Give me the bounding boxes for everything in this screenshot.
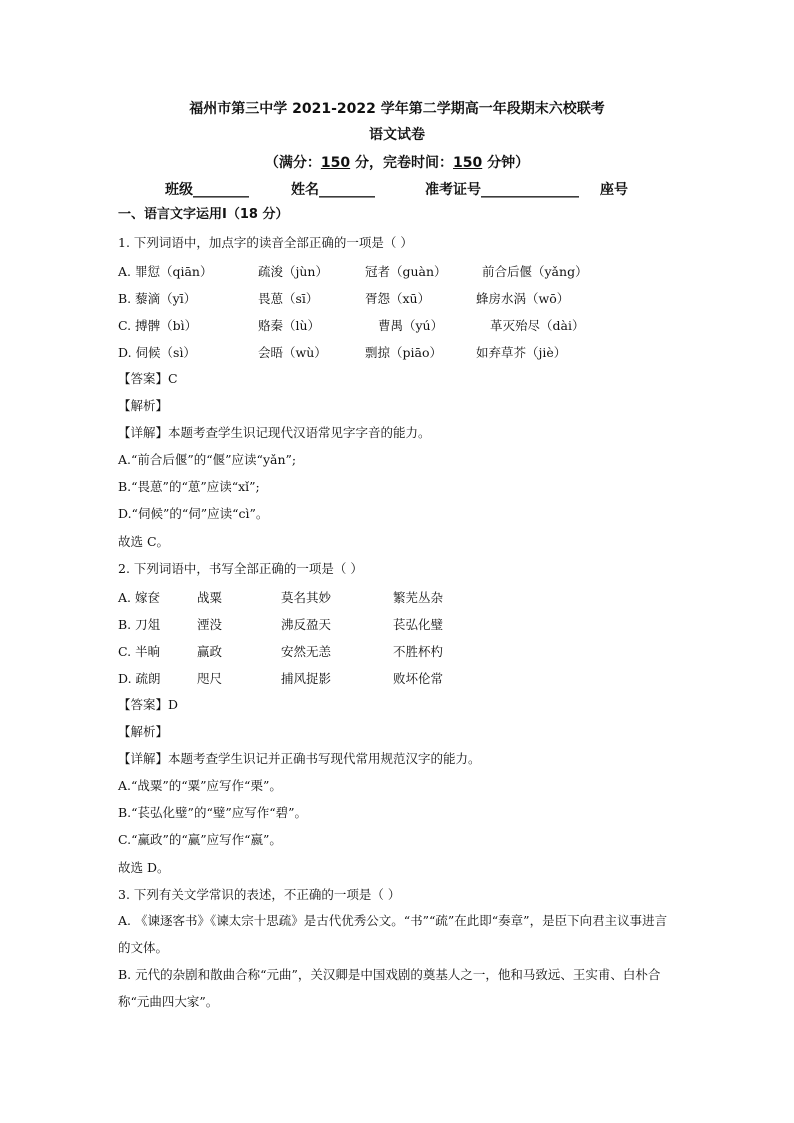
q2-detail-text: 本题考查学生识记并正确书写现代常用规范汉字的能力。 <box>168 751 481 766</box>
q1-b-1: B. 藜滴（yī） <box>118 291 197 306</box>
q2-a-3: 莫名其妙 <box>281 590 332 605</box>
q1-stem: 1. 下列词语中，加点字的读音全部正确的一项是（ ） <box>118 235 413 250</box>
ticket-field: 准考证号______________ <box>425 182 579 198</box>
q1-b-4: 蜂房水涡（wō） <box>476 291 570 306</box>
q2-b-4: 苌弘化璧 <box>393 617 444 632</box>
q1-a-4: 前合后偃（yǎng） <box>482 264 588 279</box>
q1-point-2: B.“畏葸”的“葸”应读“xǐ”; <box>118 479 260 494</box>
score-mid: 分，完卷时间： <box>350 155 453 171</box>
q1-d-4: 如弃草芥（jiè） <box>476 345 567 360</box>
q2-analysis: 【解析】 <box>118 724 169 739</box>
section-heading: 一、语言文字运用Ⅰ（18 分） <box>118 207 289 222</box>
exam-title: 福州市第三中学 2021-2022 学年第二学期高一年段期末六校联考 <box>189 101 605 117</box>
q2-c-2: 赢政 <box>197 644 223 659</box>
name-field: 姓名________ <box>291 182 375 198</box>
q1-a-1: A. 罪愆（qiān） <box>118 264 213 279</box>
q2-c-3: 安然无恙 <box>281 644 332 659</box>
q1-d-1: D. 伺候（sì） <box>118 345 196 360</box>
q2-stem: 2. 下列词语中，书写全部正确的一项是（ ） <box>118 561 363 576</box>
q1-detail-text: 本题考查学生识记现代汉语常见字字音的能力。 <box>168 425 431 440</box>
q1-conclusion: 故选 C。 <box>118 534 170 549</box>
q2-a-1: A. 嫁奁 <box>118 590 160 605</box>
q1-c-4: 革灭殆尽（dài） <box>490 318 585 333</box>
q2-detail <box>118 751 481 767</box>
score-prefix: （满分： <box>264 155 321 171</box>
exam-subtitle: 语文试卷 <box>369 127 425 143</box>
q2-b-3: 沸反盈天 <box>281 617 332 632</box>
score-suffix: 分钟） <box>482 155 530 171</box>
q1-point-1: A.“前合后偃”的“偃”应读“yǎn”; <box>118 452 297 467</box>
q1-analysis: 【解析】 <box>118 398 169 413</box>
q1-c-2: 赂秦（lù） <box>258 318 321 333</box>
q1-b-2: 畏葸（sī） <box>258 291 319 306</box>
time-value: 150 <box>453 155 483 171</box>
q3-option-b: B. 元代的杂剧和散曲合称“元曲”，关汉卿是中国戏剧的奠基人之一，他和马致远、王实甫、白朴合称“元曲四大家”。 <box>118 967 661 1009</box>
q3-option-a: A. 《谏逐客书》《谏太宗十思疏》是古代优秀公文。“书”“疏”在此即“奏章”，是臣下向君主议事进言的文体。 <box>118 913 668 955</box>
q2-b-1: B. 刀俎 <box>118 617 161 632</box>
q1-detail-label: 【详解】 <box>118 425 169 440</box>
q1-d-2: 会晤（wù） <box>258 345 327 360</box>
q2-d-4: 败坏伦常 <box>393 671 444 686</box>
q1-d-3: 剽掠（piāo） <box>365 345 442 360</box>
q2-c-1: C. 半晌 <box>118 644 161 659</box>
q1-c-1: C. 搏髀（bì） <box>118 318 198 333</box>
q2-detail-label: 【详解】 <box>118 751 169 766</box>
q1-point-3: D.“伺候”的“伺”应读“cì”。 <box>118 506 269 521</box>
q3-stem: 3. 下列有关文学常识的表述，不正确的一项是（ ） <box>118 887 401 902</box>
seat-field: 座号 <box>600 182 628 198</box>
q2-b-2: 湮没 <box>197 617 223 632</box>
q2-point-1: A.“战粟”的“粟”应写作“栗”。 <box>118 778 282 793</box>
q1-a-3: 冠者（guàn） <box>365 264 447 279</box>
class-field: 班级________ <box>165 182 249 198</box>
q2-point-2: B.“苌弘化璧”的“璧”应写作“碧”。 <box>118 805 308 820</box>
q2-a-4: 繁芜丛杂 <box>393 590 444 605</box>
q1-b-3: 胥怨（xū） <box>365 291 431 306</box>
exam-score-info <box>0 152 794 172</box>
q2-answer: 【答案】D <box>118 697 179 712</box>
q1-answer: 【答案】C <box>118 371 178 386</box>
score-value: 150 <box>320 155 351 171</box>
q2-d-1: D. 疏朗 <box>118 671 161 686</box>
q1-detail <box>118 425 431 441</box>
q2-conclusion: 故选 D。 <box>118 860 170 875</box>
q2-point-3: C.“赢政”的“赢”应写作“嬴”。 <box>118 832 282 847</box>
q1-c-3: 曹禺（yú） <box>378 318 444 333</box>
q1-a-2: 疏浚（jùn） <box>258 264 328 279</box>
q2-d-3: 捕风捉影 <box>281 671 332 686</box>
q2-a-2: 战粟 <box>197 590 223 605</box>
q2-c-4: 不胜杯杓 <box>393 644 444 659</box>
q2-d-2: 咫尺 <box>197 671 223 686</box>
